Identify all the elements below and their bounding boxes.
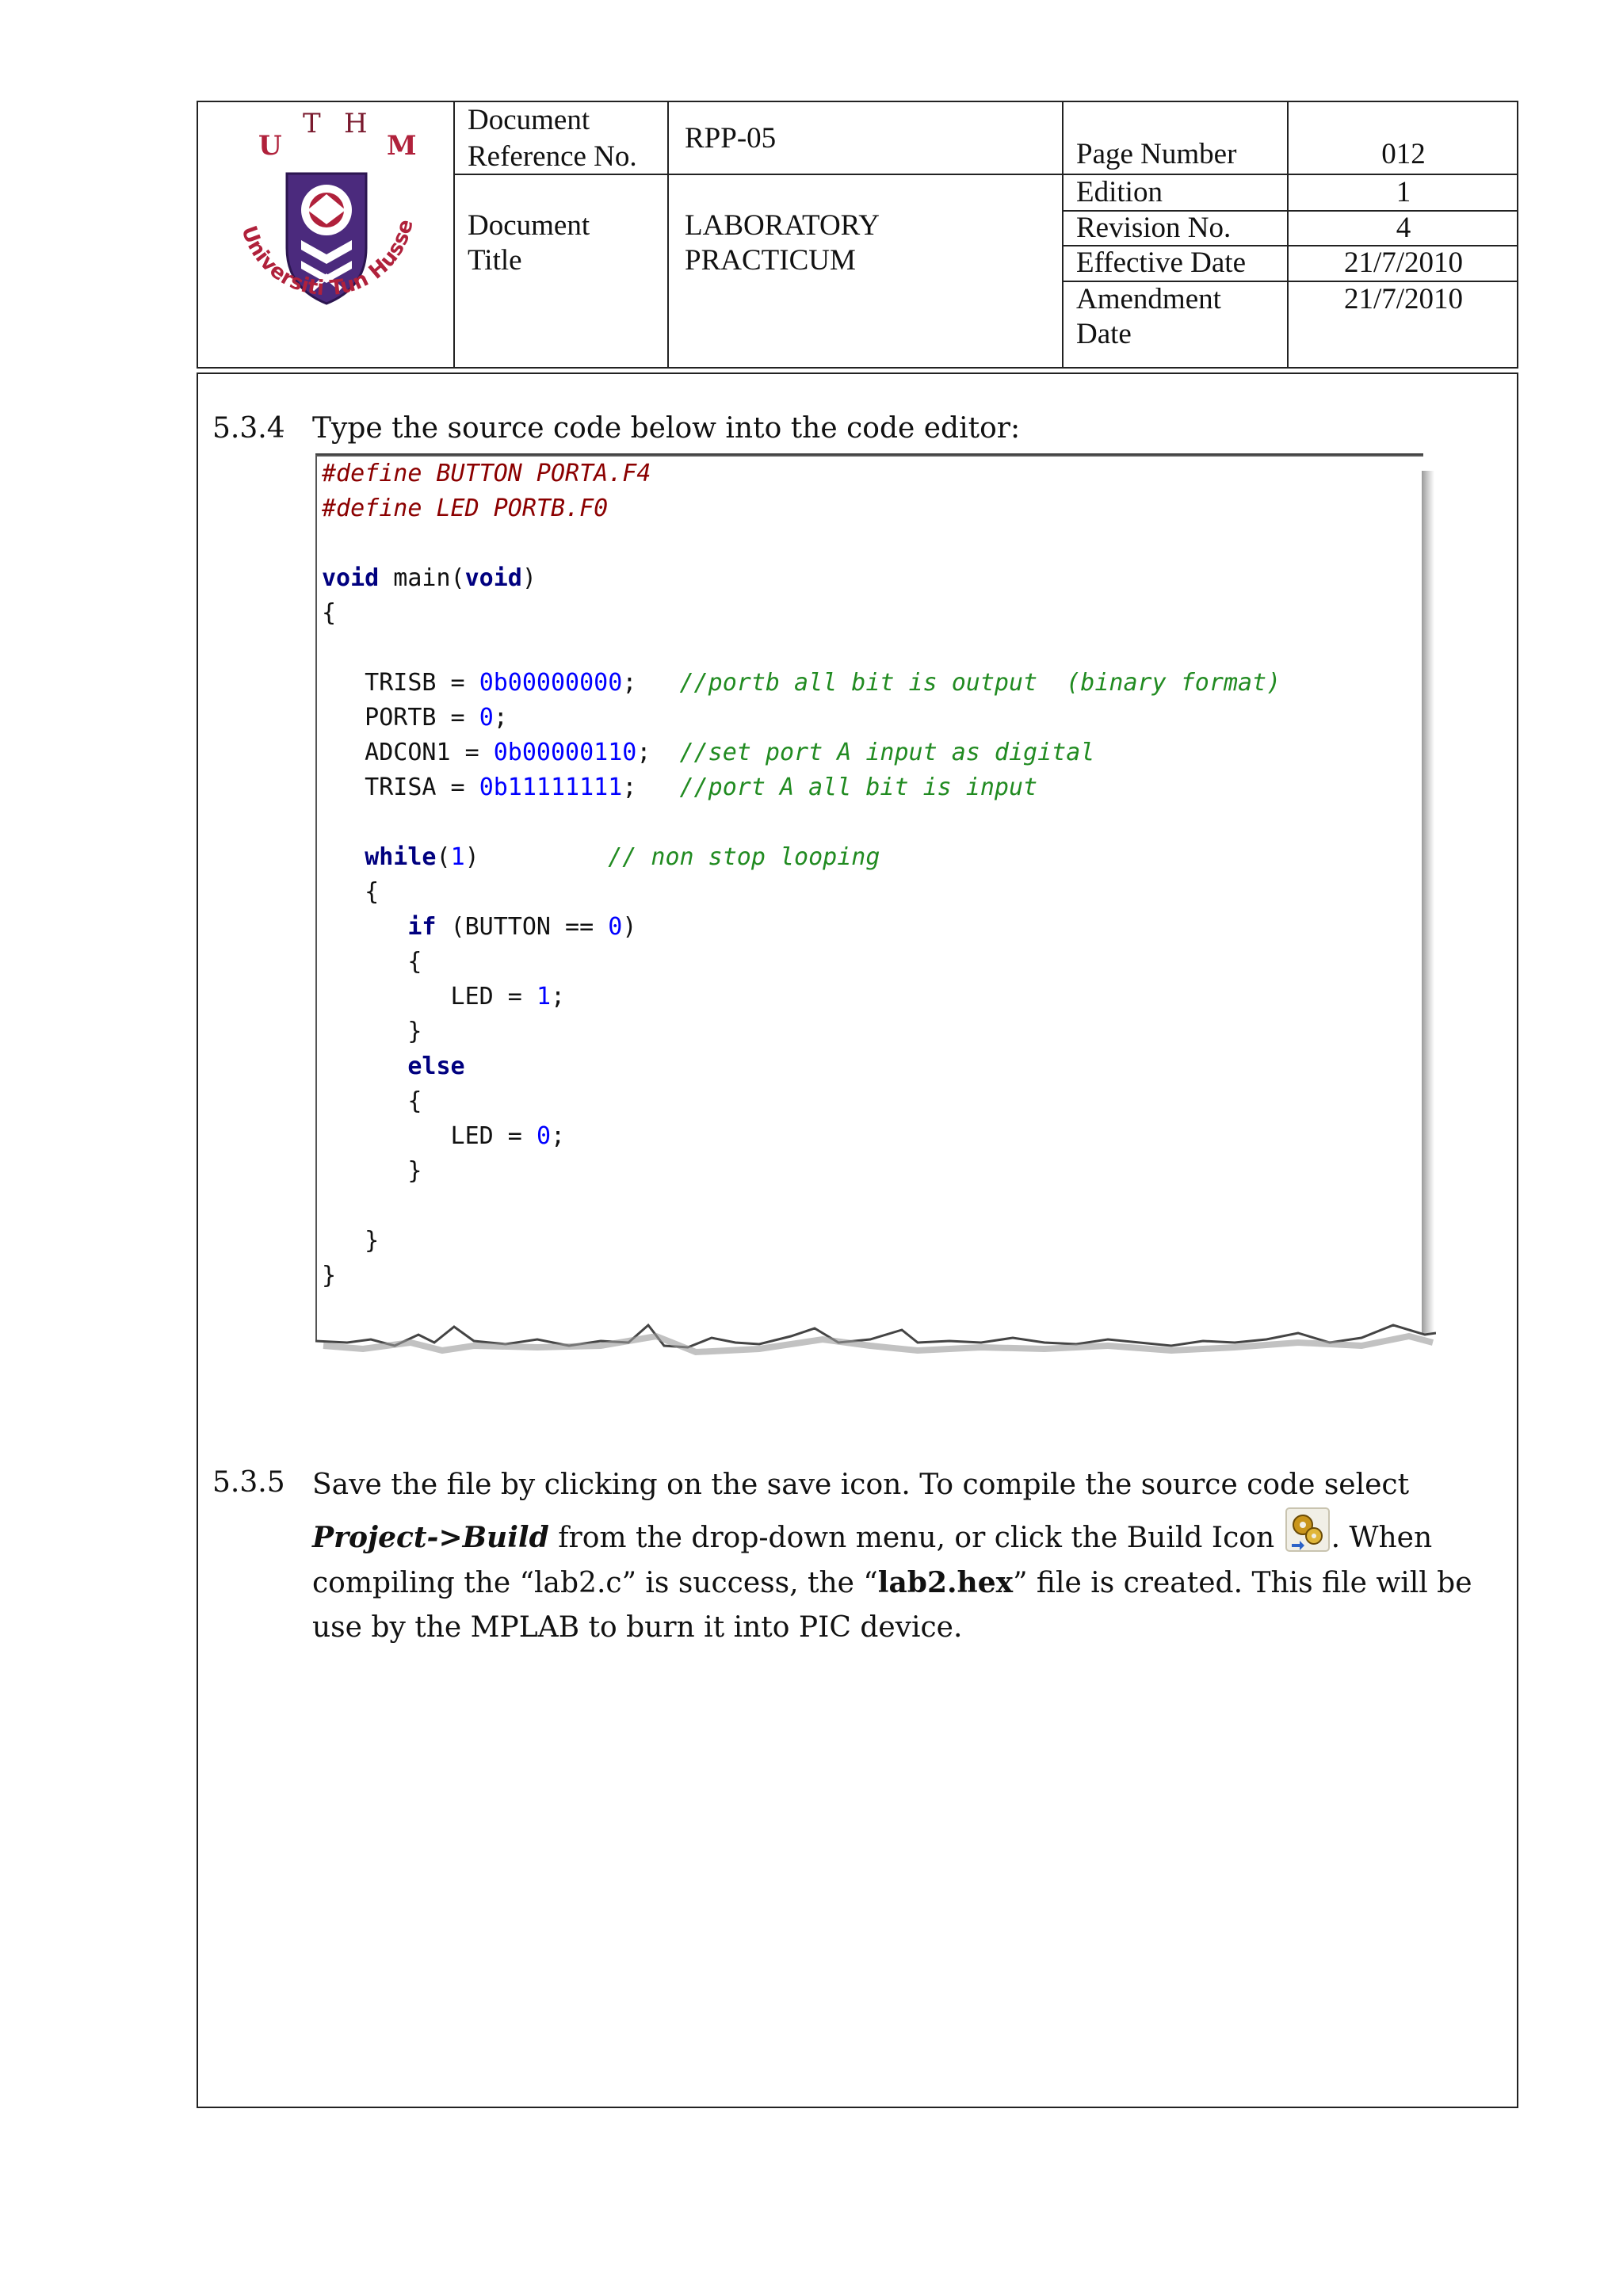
code-line: TRISB = 0b00000000; //portb all bit is output (binary format) <box>322 669 1281 697</box>
code-line: { <box>322 599 337 627</box>
torn-edge <box>315 1319 1436 1370</box>
code-line: LED = 0; <box>322 1122 566 1150</box>
hex-filename: lab2.hex <box>877 1566 1014 1599</box>
logo-arc-text: Universiti Tun Husse <box>236 217 418 301</box>
code-line: { <box>322 948 422 976</box>
code-line <box>322 1189 1281 1224</box>
doc-ref-value: RPP-05 <box>685 122 777 155</box>
page-number-value: 012 <box>1381 138 1426 170</box>
revision-label: Revision No. <box>1076 212 1232 244</box>
code-line: } <box>322 1227 380 1255</box>
step-text: Type the source code below into the code editor: <box>312 412 1021 445</box>
logo-letter: T <box>303 108 321 139</box>
code-editor-screenshot <box>315 455 1423 1370</box>
code-line: { <box>322 1087 422 1115</box>
edition-value: 1 <box>1396 176 1411 208</box>
step-number: 5.3.4 <box>212 412 285 445</box>
build-gears-icon <box>1285 1507 1330 1552</box>
code-line: ADCON1 = 0b00000110; //set port A input as digital <box>322 739 1095 766</box>
code-line: void main(void) <box>322 564 537 592</box>
code-line: } <box>322 1262 337 1289</box>
effective-date-label: Effective Date <box>1076 246 1246 279</box>
step-number: 5.3.5 <box>212 1466 285 1499</box>
step-text: Save the file by clicking on the save icon. To compile the source code select Project->Build from the drop-down menu, or click the Build Icon . When compiling the “lab2.c” is success, the “lab2.hex” file is created. This file will be use by the MPLAB to burn it into PIC device. <box>312 1469 1472 1644</box>
university-logo <box>209 105 444 364</box>
code-line: } <box>322 1018 422 1045</box>
doc-ref-label: Document Reference No. <box>468 104 637 173</box>
code-line <box>322 631 1281 666</box>
code-line: } <box>322 1157 422 1185</box>
code-line: #define BUTTON PORTA.F4 <box>322 460 651 487</box>
editor-shadow <box>1422 471 1434 1358</box>
svg-text:U <box>258 130 282 162</box>
doc-title-value-line1: LABORATORY <box>685 209 880 242</box>
code-line: LED = 1; <box>322 983 566 1010</box>
document-header-table <box>197 101 1518 369</box>
doc-title-label: Document Title <box>468 209 590 277</box>
header-divider <box>667 102 669 367</box>
code-line: while(1) // non stop looping <box>365 843 880 871</box>
amendment-date-value: 21/7/2010 <box>1343 283 1464 315</box>
code-line: #define LED PORTB.F0 <box>322 495 609 522</box>
doc-title-value-line2: PRACTICUM <box>685 244 856 277</box>
page-number-label: Page Number <box>1076 138 1237 170</box>
code-line: PORTB = 0; <box>322 704 508 732</box>
edition-label: Edition <box>1076 176 1163 208</box>
amendment-date-label: Amendment Date <box>1076 283 1221 350</box>
code-line <box>322 526 1281 561</box>
header-divider <box>453 102 455 367</box>
code-line: { <box>322 878 380 906</box>
header-divider <box>1062 102 1064 367</box>
logo-letter: M <box>387 130 417 162</box>
logo-letter: U <box>258 130 282 162</box>
source-code <box>322 457 1281 1293</box>
revision-value: 4 <box>1396 212 1411 244</box>
code-editor-panel <box>315 455 1423 1348</box>
code-line: TRISA = 0b11111111; //port A all bit is input <box>322 774 1038 801</box>
logo-letter: H <box>344 108 368 139</box>
effective-date-value: 21/7/2010 <box>1343 246 1464 279</box>
code-line: else <box>407 1052 465 1080</box>
menu-path: Project->Build <box>312 1521 549 1554</box>
code-line <box>322 805 1281 840</box>
code-line: if (BUTTON == 0) <box>407 913 637 941</box>
